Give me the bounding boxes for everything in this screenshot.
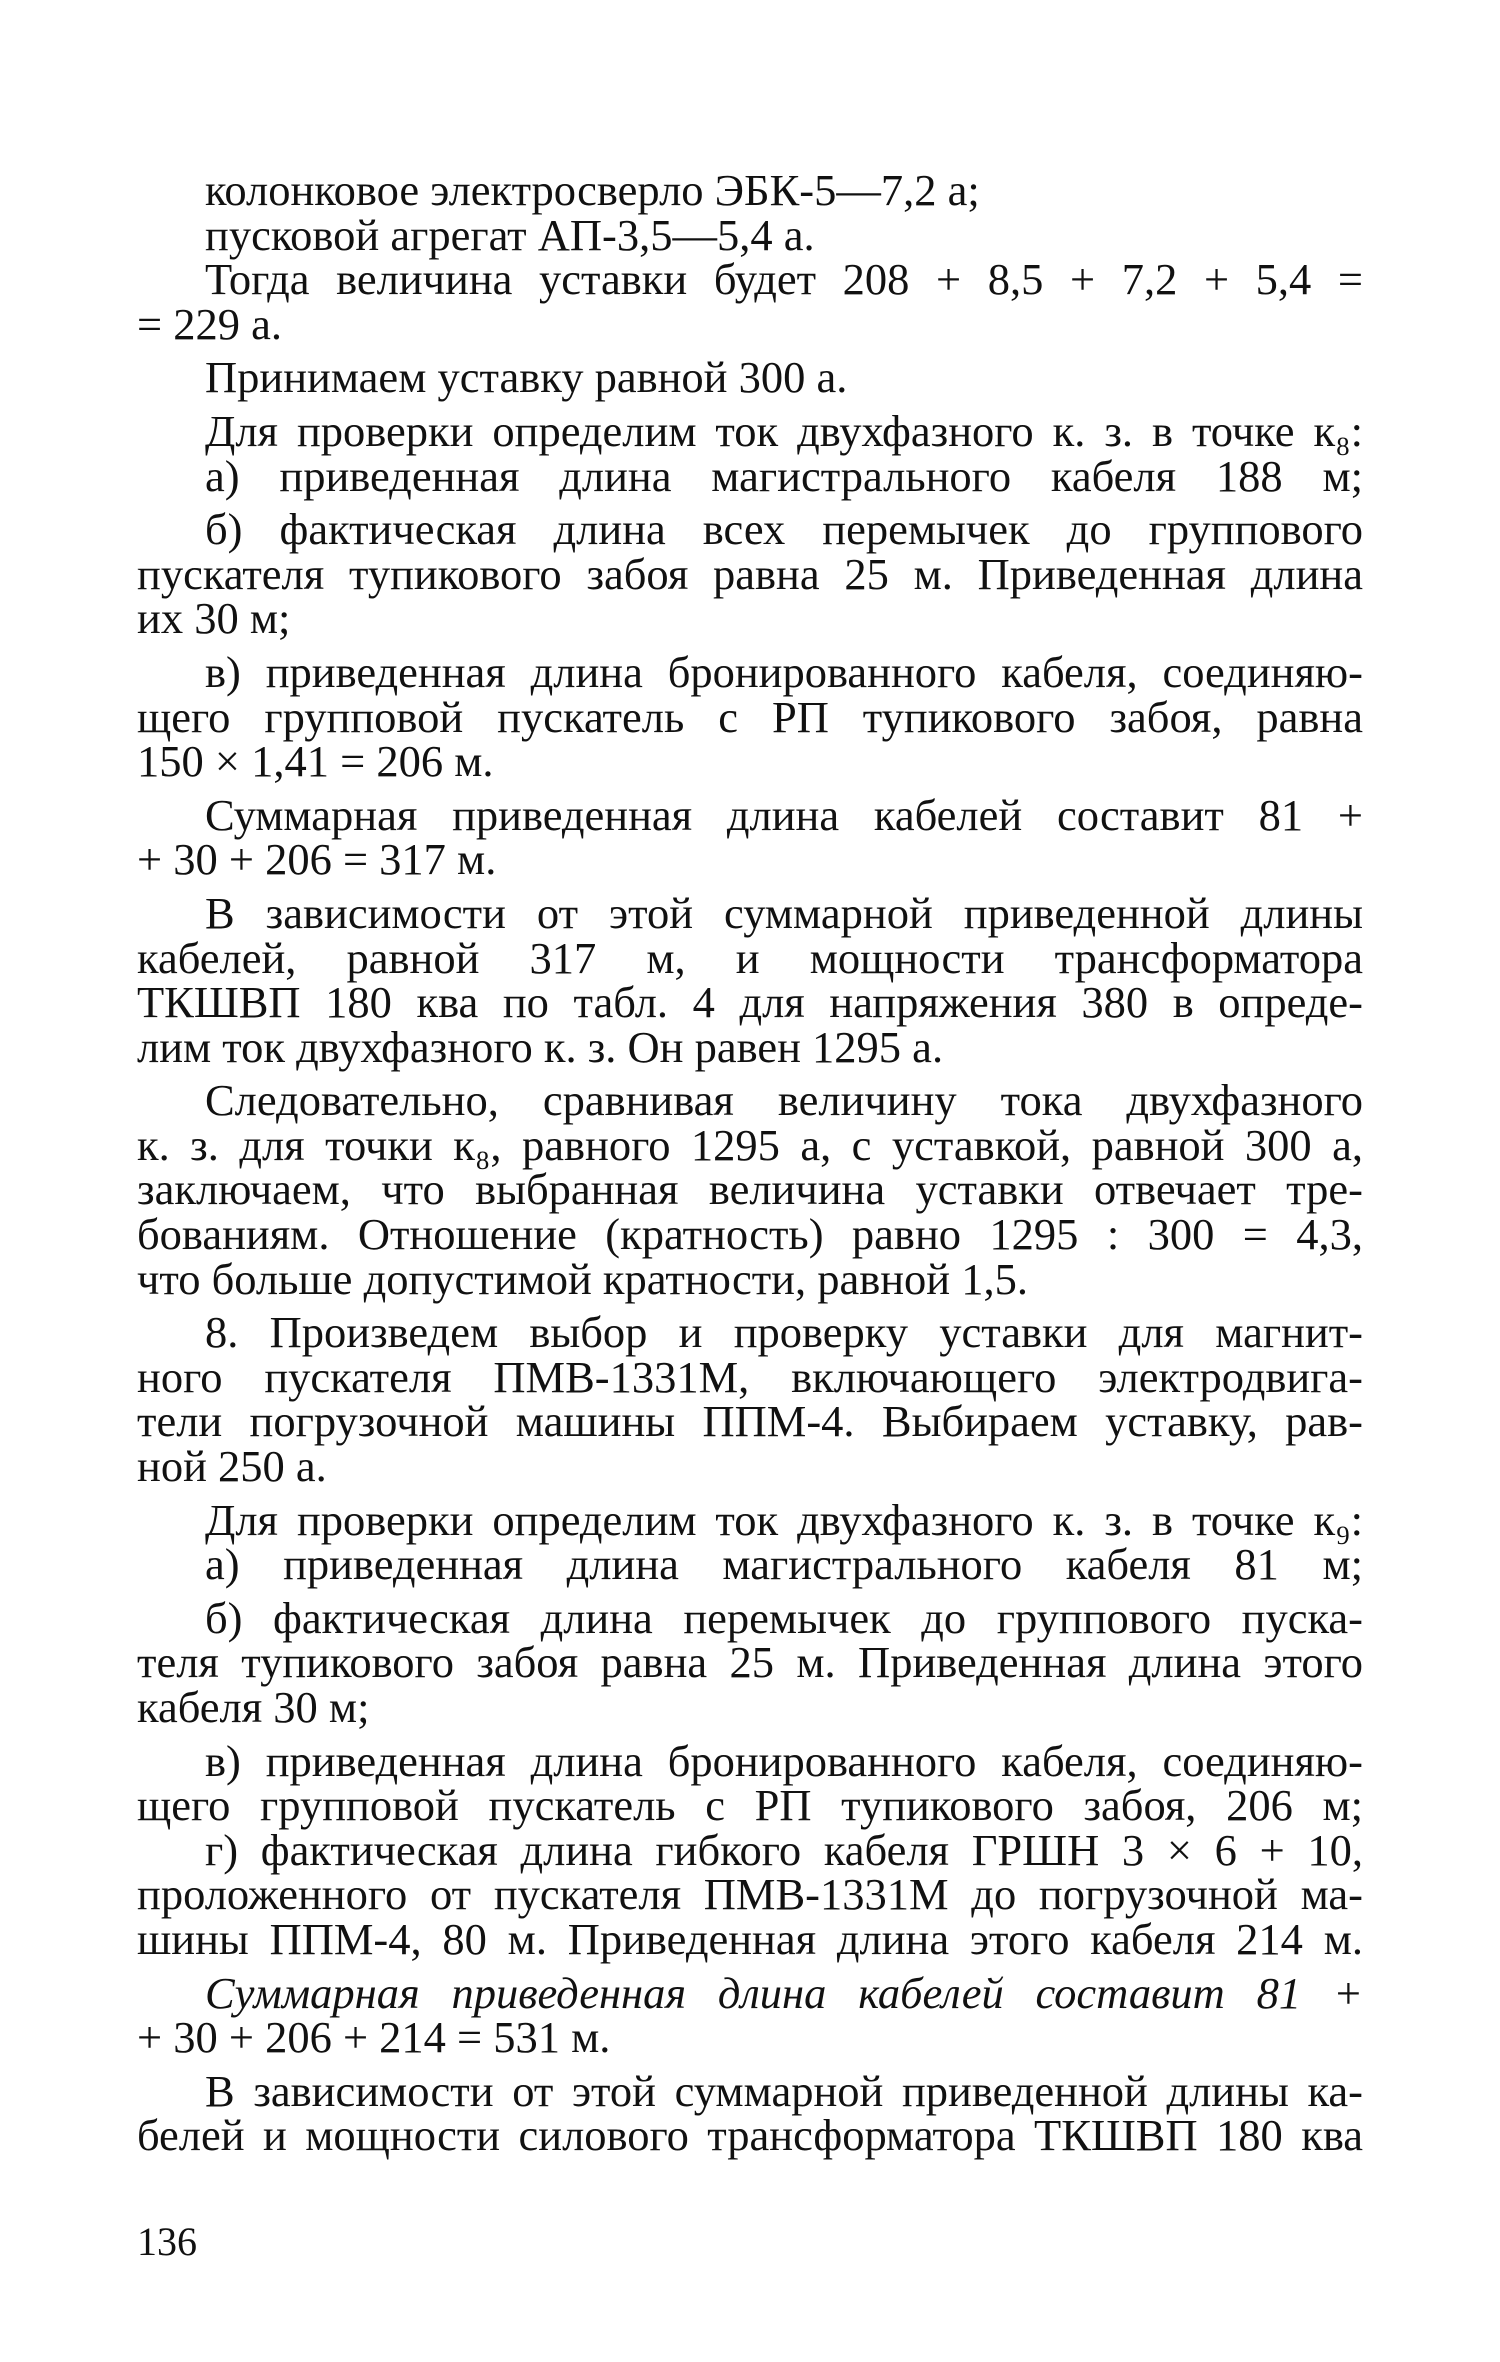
text-line: кабеля 30 м;	[137, 1682, 370, 1732]
text-line: а) приведенная длина магистрального кабеля 188 м;	[205, 450, 1363, 501]
text-line: г) фактическая длина гибкого кабеля ГРШН 3 × 6 + 10,	[205, 1824, 1363, 1875]
text-line: кабелей, равной 317 м, и мощности трансформатора	[137, 932, 1363, 983]
text-line: Для проверки определим ток двухфазного к. з. в точке к₈:	[205, 405, 1363, 456]
text-line: Суммарная приведенная длина кабелей составит 81 +	[205, 1967, 1363, 2018]
text-line: Следовательно, сравнивая величину тока двухфазного	[205, 1075, 1363, 1126]
text-line: их 30 м;	[137, 593, 291, 644]
text-line: б) фактическая длина всех перемычек до группового	[205, 504, 1363, 555]
text-line: Суммарная приведенная длина кабелей составит 81 +	[205, 789, 1363, 840]
text-line: В зависимости от этой суммарной приведенной длины ка-	[205, 2065, 1363, 2116]
text-line: теля тупикового забоя равна 25 м. Приведенная длина этого	[137, 1637, 1363, 1688]
text-line: щего групповой пускатель с РП тупикового забоя, равна	[137, 691, 1363, 742]
text-line: проложенного от пускателя ПМВ-1331М до погрузочной ма-	[137, 1869, 1363, 1920]
text-line: белей и мощности силового трансформатора ТКШВП 180 ква	[137, 2110, 1363, 2161]
text-line: пусковой агрегат АП-3,5—5,4 а.	[205, 209, 815, 260]
text-line: пускателя тупикового забоя равна 25 м. Приведенная длина	[137, 548, 1363, 599]
text-line: ной 250 а.	[137, 1441, 327, 1492]
text-line: = 229 а.	[137, 298, 282, 349]
text-line: к. з. для точки к₈, равного 1295 а, с уставкой, равной 300 а,	[137, 1119, 1363, 1170]
text-line: 150 × 1,41 = 206 м.	[137, 736, 494, 787]
text-line: щего групповой пускатель с РП тупикового забоя, 206 м;	[137, 1780, 1363, 1831]
text-line: Тогда величина уставки будет 208 + 8,5 + 7,2 + 5,4 =	[205, 254, 1363, 305]
text-line: в) приведенная длина бронированного кабеля, соединяю-	[205, 646, 1363, 697]
page-number: 136	[137, 2219, 197, 2264]
text-line: в) приведенная длина бронированного кабеля, соединяю-	[205, 1735, 1363, 1786]
text-line: б) фактическая длина перемычек до группового пуска-	[205, 1592, 1363, 1643]
text-line: заключаем, что выбранная величина уставки отвечает тре-	[137, 1164, 1363, 1215]
text-line: бованиям. Отношение (кратность) равно 1295 : 300 = 4,3,	[137, 1209, 1363, 1260]
text-line: ного пускателя ПМВ-1331М, включающего электродвига-	[137, 1351, 1363, 1402]
text-line: колонковое электросверло ЭБК-5—7,2 а;	[205, 165, 980, 215]
text-line: Для проверки определим ток двухфазного к. з. в точке к₉:	[205, 1494, 1363, 1545]
page-text	[137, 165, 1363, 2161]
text-line: тели погрузочной машины ППМ-4. Выбираем уставку, рав-	[137, 1396, 1363, 1447]
text-line: 8. Произведем выбор и проверку уставки для магнит-	[205, 1307, 1363, 1358]
text-line: В зависимости от этой суммарной приведенной длины	[205, 887, 1363, 938]
text-line: шины ППМ-4, 80 м. Приведенная длина этого кабеля 214 м.	[137, 1913, 1363, 1964]
text-line: + 30 + 206 + 214 = 531 м.	[137, 2012, 611, 2063]
text-line: ТКШВП 180 ква по табл. 4 для напряжения 380 в опреде-	[137, 977, 1363, 1028]
text-line: лим ток двухфазного к. з. Он равен 1295 а.	[137, 1021, 944, 1072]
text-line: Принимаем уставку равной 300 а.	[205, 352, 848, 403]
text-line: что больше допустимой кратности, равной 1,5.	[137, 1253, 1028, 1304]
text-line: + 30 + 206 = 317 м.	[137, 834, 497, 885]
text-line: а) приведенная длина магистрального кабеля 81 м;	[205, 1539, 1363, 1590]
